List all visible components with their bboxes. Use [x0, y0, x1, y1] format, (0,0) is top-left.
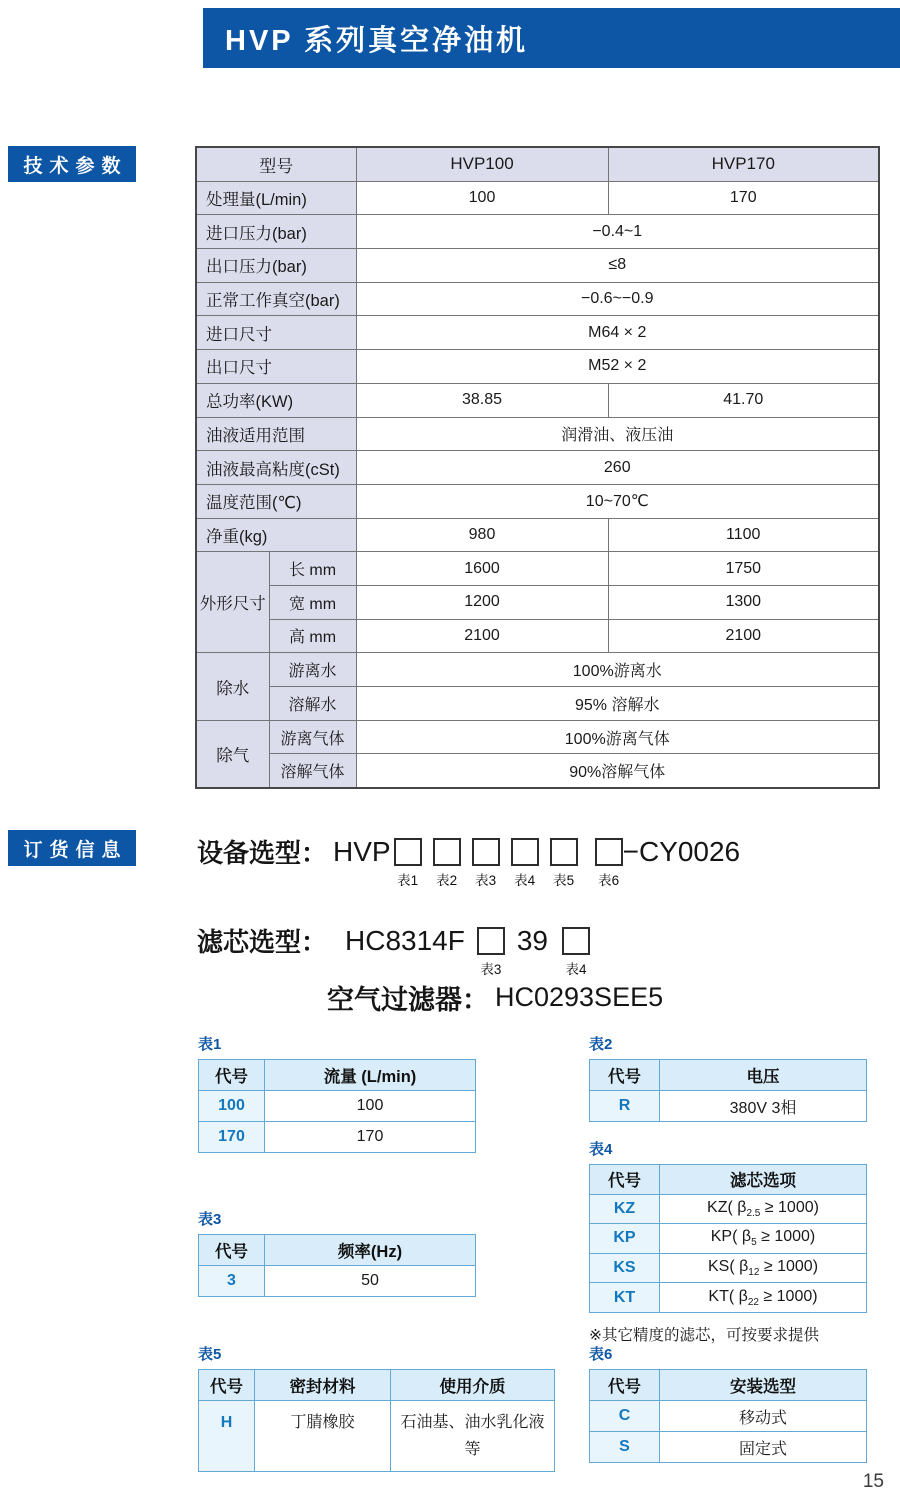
spec-row-temp-range [196, 484, 879, 518]
code-box-square [472, 838, 500, 866]
column-header: 滤芯选项 [660, 1165, 867, 1195]
value-cell: 固定式 [660, 1432, 867, 1463]
spec-sublabel: 宽 mm [269, 585, 356, 619]
spec-table [195, 146, 880, 789]
value-cell: 丁腈橡胶 [255, 1401, 391, 1472]
spec-sublabel: 游离水 [269, 653, 356, 687]
table-row [199, 1266, 476, 1297]
code-box-square [562, 927, 590, 955]
spec-label: 处理量(L/min) [196, 181, 356, 215]
spec-row-dissolved-gas [196, 754, 879, 788]
code-box-ref: 表6 [598, 872, 620, 888]
value-cell: 100 [265, 1091, 476, 1122]
spec-row-dissolved-water [196, 687, 879, 721]
code-box-square [595, 838, 623, 866]
spec-value: ≤8 [356, 249, 879, 283]
spec-row-oil-range [196, 417, 879, 451]
spec-value: 980 [356, 518, 608, 552]
column-header: 频率(Hz) [265, 1235, 476, 1266]
code-box-ref: 表2 [436, 872, 458, 888]
code-cell: C [590, 1401, 660, 1432]
value-cell: 50 [265, 1266, 476, 1297]
spec-label: 进口尺寸 [196, 316, 356, 350]
table-row [590, 1401, 867, 1432]
table-6 [589, 1369, 867, 1463]
code-cell: H [199, 1401, 255, 1472]
spec-group-dewater: 除水 [196, 653, 269, 720]
spec-row-power [196, 383, 879, 417]
table-row [199, 1122, 476, 1153]
equipment-model-prefix: HVP [333, 835, 391, 867]
code-box-table3 [472, 838, 500, 888]
value-cell: KS( $\beta_{12} \ge 1000$) [660, 1253, 867, 1283]
spec-row-free-water [196, 653, 879, 687]
column-header: 代号 [590, 1370, 660, 1401]
table-3 [198, 1234, 476, 1297]
spec-value: 170 [608, 181, 879, 215]
code-cell: 100 [199, 1091, 265, 1122]
spec-header-model-1: HVP100 [356, 147, 608, 181]
spec-row-dim-width [196, 585, 879, 619]
air-filter-line [327, 978, 663, 1017]
spec-label: 出口压力(bar) [196, 249, 356, 283]
table-1 [198, 1059, 476, 1153]
table-4-caption: 表4 [589, 1141, 613, 1158]
filter-selection-line [197, 922, 590, 977]
table-row [590, 1283, 867, 1313]
page-number: 15 [862, 1471, 884, 1492]
code-box-square [550, 838, 578, 866]
equipment-selection-label: 设备选型： [197, 838, 328, 868]
spec-row-dim-height [196, 619, 879, 653]
code-box-table1 [394, 838, 422, 888]
code-box-square [394, 838, 422, 866]
code-box-table4 [562, 927, 590, 977]
table-4-block [589, 1138, 867, 1345]
value-cell: 移动式 [660, 1401, 867, 1432]
table-2-block [589, 1033, 867, 1122]
spec-row-vacuum [196, 282, 879, 316]
filter-model-middle: 39 [516, 924, 549, 956]
spec-sublabel: 溶解气体 [269, 754, 356, 788]
column-header: 代号 [199, 1060, 265, 1091]
spec-sublabel: 溶解水 [269, 687, 356, 721]
value-cell: KP( $\beta_5 \ge 1000$) [660, 1224, 867, 1254]
page-title: HVP 系列真空净油机 [225, 24, 529, 57]
spec-row-outlet-pressure [196, 249, 879, 283]
table-6-block [589, 1343, 867, 1463]
column-header: 安装选型 [660, 1370, 867, 1401]
table-5-block [198, 1343, 555, 1472]
table-1-header-row [199, 1060, 476, 1091]
table-5-header-row [199, 1370, 555, 1401]
spec-label: 进口压力(bar) [196, 215, 356, 249]
spec-value: 100%游离水 [356, 653, 879, 687]
spec-label: 油液最高粘度(cSt) [196, 451, 356, 485]
table-5 [198, 1369, 555, 1472]
code-box-square [511, 838, 539, 866]
code-box-ref: 表5 [553, 872, 575, 888]
column-header: 代号 [590, 1165, 660, 1195]
spec-group-degas: 除气 [196, 720, 269, 788]
column-header: 流量 (L/min) [265, 1060, 476, 1091]
code-box-ref: 表4 [514, 872, 536, 888]
equipment-model-suffix: −CY0026 [622, 835, 741, 867]
code-cell: 3 [199, 1266, 265, 1297]
filter-selection-label: 滤芯选型： [197, 927, 328, 957]
spec-value: 1750 [608, 552, 879, 586]
spec-value: 260 [356, 451, 879, 485]
spec-value: 38.85 [356, 383, 608, 417]
code-box-square [433, 838, 461, 866]
value-cell: 170 [265, 1122, 476, 1153]
spec-value: −0.4~1 [356, 215, 879, 249]
column-header: 代号 [199, 1370, 255, 1401]
code-cell: 170 [199, 1122, 265, 1153]
spec-header-model-2: HVP170 [608, 147, 879, 181]
table-4-header-row [590, 1165, 867, 1195]
spec-label: 正常工作真空(bar) [196, 282, 356, 316]
air-filter-model: HC0293SEE5 [495, 982, 664, 1012]
code-box-table4 [511, 838, 539, 888]
spec-row-free-gas [196, 720, 879, 754]
table-3-header-row [199, 1235, 476, 1266]
spec-value: 2100 [608, 619, 879, 653]
code-cell: KS [590, 1253, 660, 1283]
section-label-tech-params: 技术参数 [8, 146, 136, 182]
code-box-table6 [595, 838, 623, 888]
spec-sublabel: 游离气体 [269, 720, 356, 754]
table-5-caption: 表5 [198, 1346, 222, 1363]
table-row [590, 1194, 867, 1224]
spec-row-outlet-size [196, 350, 879, 384]
spec-row-inlet-pressure [196, 215, 879, 249]
table-1-caption: 表1 [198, 1036, 222, 1053]
equipment-selection-line [197, 833, 741, 888]
table-3-caption: 表3 [198, 1211, 222, 1228]
table-2-caption: 表2 [589, 1036, 613, 1053]
code-cell: S [590, 1432, 660, 1463]
code-box-table5 [550, 838, 578, 888]
spec-label: 总功率(KW) [196, 383, 356, 417]
value-cell: 石油基、油水乳化液等 [391, 1401, 555, 1472]
code-box-ref: 表3 [480, 961, 502, 977]
spec-row-inlet-size [196, 316, 879, 350]
table-6-caption: 表6 [589, 1346, 613, 1363]
table-row [199, 1401, 555, 1472]
spec-value: 100 [356, 181, 608, 215]
column-header: 密封材料 [255, 1370, 391, 1401]
spec-group-dimensions: 外形尺寸 [196, 552, 269, 653]
spec-value: M64 × 2 [356, 316, 879, 350]
value-cell: 380V 3相 [660, 1091, 867, 1122]
table-6-header-row [590, 1370, 867, 1401]
table-4-note: ※其它精度的滤芯，可按要求提供 [589, 1326, 819, 1344]
code-cell: KT [590, 1283, 660, 1313]
spec-row-weight [196, 518, 879, 552]
spec-value: M52 × 2 [356, 350, 879, 384]
spec-sublabel: 长 mm [269, 552, 356, 586]
spec-value: 90%溶解气体 [356, 754, 879, 788]
table-row [590, 1253, 867, 1283]
section-label-order-info: 订货信息 [8, 830, 136, 866]
column-header: 代号 [199, 1235, 265, 1266]
table-2-header-row [590, 1060, 867, 1091]
spec-value: 10~70℃ [356, 484, 879, 518]
column-header: 电压 [660, 1060, 867, 1091]
table-row [199, 1091, 476, 1122]
code-box-ref: 表4 [565, 961, 587, 977]
spec-row-dim-length [196, 552, 879, 586]
column-header: 代号 [590, 1060, 660, 1091]
spec-header-row [196, 147, 879, 181]
spec-label: 油液适用范围 [196, 417, 356, 451]
value-cell: KZ( $\beta_{2.5} \ge 1000$) [660, 1194, 867, 1224]
spec-value: 100%游离气体 [356, 720, 879, 754]
code-box-table2 [433, 838, 461, 888]
code-box-ref: 表1 [397, 872, 419, 888]
code-cell: R [590, 1091, 660, 1122]
table-row [590, 1432, 867, 1463]
code-cell: KP [590, 1224, 660, 1254]
table-2 [589, 1059, 867, 1122]
code-box-ref: 表3 [475, 872, 497, 888]
table-row [590, 1091, 867, 1122]
air-filter-label: 空气过滤器： [327, 985, 489, 1015]
spec-label: 温度范围(℃) [196, 484, 356, 518]
spec-value: −0.6~−0.9 [356, 282, 879, 316]
spec-row-viscosity [196, 451, 879, 485]
table-4 [589, 1164, 867, 1313]
spec-label: 净重(kg) [196, 518, 356, 552]
code-box-square [477, 927, 505, 955]
code-cell: KZ [590, 1194, 660, 1224]
filter-model-prefix: HC8314F [345, 924, 465, 956]
column-header: 使用介质 [391, 1370, 555, 1401]
spec-value: 润滑油、液压油 [356, 417, 879, 451]
spec-row-flow [196, 181, 879, 215]
spec-value: 41.70 [608, 383, 879, 417]
page-header-bar [203, 8, 900, 68]
table-1-block [198, 1033, 476, 1153]
spec-label: 出口尺寸 [196, 350, 356, 384]
spec-value: 95% 溶解水 [356, 687, 879, 721]
spec-value: 1100 [608, 518, 879, 552]
spec-sublabel: 高 mm [269, 619, 356, 653]
code-box-table3 [477, 927, 505, 977]
table-3-block [198, 1208, 476, 1297]
spec-value: 1600 [356, 552, 608, 586]
table-row [590, 1224, 867, 1254]
spec-value: 2100 [356, 619, 608, 653]
spec-value: 1200 [356, 585, 608, 619]
spec-header-model: 型号 [196, 147, 356, 181]
value-cell: KT( $\beta_{22} \ge 1000$) [660, 1283, 867, 1313]
spec-value: 1300 [608, 585, 879, 619]
